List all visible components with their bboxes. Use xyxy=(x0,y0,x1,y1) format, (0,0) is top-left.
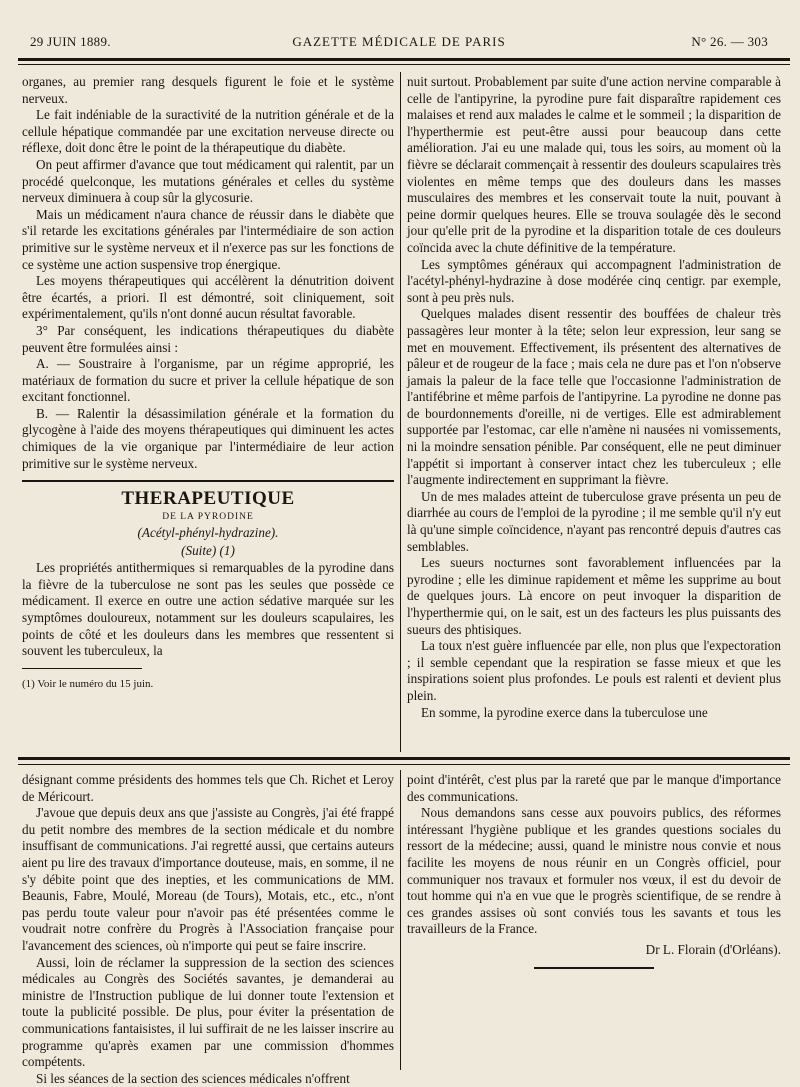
paragraph: nuit surtout. Probablement par suite d'une action nervine comparable à celle de l'antipyrine, la pyrodine pure fait disparaître rapidement ces malaises et rend aux malades le calme et le sommeil ; la disparition de l'hyperthermie est peut-être aussi pour beaucoup dans cette amélioration. J'ai eu une malade qui, tous les soirs, au moment où la fièvre se déclarait commençait à ressentir des douleurs scapulaires très violentes en même temps que des douleurs dans les masses musculaires des membres et les conservait toute la nuit, pouvant à peine dormir quelques heures. Elle se trouva soulagée dès le second jour qu'elle prit de la pyrodine et la disparition totale de ces douleurs coïncida avec la chute définitive de la température. xyxy=(407,74,781,255)
paragraph: organes, au premier rang desquels figurent le foie et le système nerveux. xyxy=(22,74,394,106)
left-column-top xyxy=(22,74,394,691)
middle-rule-thick xyxy=(18,757,790,760)
paragraph: Le fait indéniable de la suractivité de la nutrition générale et de la cellule hépatique commandée par une excitation nerveuse directe ou réflexe, doit donc être le point de la thérapeutique du diabète. xyxy=(22,107,394,156)
header-title: GAZETTE MÉDICALE DE PARIS xyxy=(292,34,506,49)
header-issue: N° 26. — 303 xyxy=(691,34,768,49)
paragraph: point d'intérêt, c'est plus par la rareté que par le manque d'importance des communications. xyxy=(407,772,781,804)
header-rule-thick xyxy=(18,58,790,61)
section-subtitle: DE LA PYRODINE xyxy=(162,512,254,523)
paragraph: Un de mes malades atteint de tuberculose grave présenta un peu de diarrhée au cours de l'emploi de la pyrodine ; il me semble qu'il n'y eut là qu'une simple coïncidence, n'ayant pas rencontré depuis d'autres cas semblables. xyxy=(407,488,781,554)
section-rule xyxy=(22,480,394,482)
paragraph: B. — Ralentir la désassimilation générale et la formation du glycogène à l'aide des moyens thérapeutiques qui diminuent les actes chimiques de la vie organique par l'intermédiaire de leur action primitive sur le système nerveux. xyxy=(22,405,394,471)
paragraph: On peut affirmer d'avance que tout médicament qui ralentit, par un procédé quelconque, les mutations générales et celles du système nerveux diminuera à coup sûr la glycosurie. xyxy=(22,156,394,206)
right-column-top xyxy=(407,74,781,721)
paragraph: Les moyens thérapeutiques qui accélèrent la dénutrition doivent être écartés, a priori. Il est démontré, soit cliniquement, soit expérimentalement, qu'ils n'ont donné aucun résultat favorable. xyxy=(22,273,394,322)
paragraph: Les symptômes généraux qui accompagnent l'administration de l'acétyl-phényl-hydrazine à dose modérée cinq centigr. par exemple, sont à peu près nuls. xyxy=(407,256,781,305)
section-formula: (Acétyl-phényl-hydrazine). xyxy=(137,525,279,541)
paragraph: En somme, la pyrodine exerce dans la tuberculose une xyxy=(421,704,708,720)
paragraph: Aussi, loin de réclamer la suppression de la section des sciences médicales au Congrès des Sociétés savantes, je demanderai au ministre de l'Instruction publique de lui donner toute l'extension et toute la publicité possible. De plus, pour éviter la présentation de communications fantaisistes, il lui suffirait de ne les laisser inscrire au programme qu'après examen par une commission d'hommes compétents. xyxy=(22,954,394,1070)
paragraph: désignant comme présidents des hommes tels que Ch. Richet et Leroy de Méricourt. xyxy=(22,772,394,804)
column-divider-top xyxy=(400,72,401,752)
header-date: 29 JUIN 1889. xyxy=(30,34,111,49)
end-rule xyxy=(534,967,654,969)
paragraph: Si les séances de la section des sciences médicales n'offrent xyxy=(36,1070,350,1086)
paragraph: Les propriétés antithermiques si remarquables de la pyrodine dans la fièvre de la tuberculose ne sont pas les seules que possède ce médicament. Il exerce en outre une action sédative marquée sur les symptômes douloureux, notamment sur les douleurs scapulaires, les points de côté et les douleurs dans les membres que ressentent si souvent les tuberculeux, la xyxy=(22,560,394,659)
left-column-bottom xyxy=(22,772,394,1087)
footnote-rule xyxy=(22,668,142,669)
paragraph: A. — Soustraire à l'organisme, par un régime approprié, les matériaux de formation du sucre et priver la cellule hépatique de son excitant fonctionnel. xyxy=(22,356,394,405)
paragraph: Nous demandons sans cesse aux pouvoirs publics, des réformes intéressant l'hygiène publique et les grandes questions sociales du ressort de la médecine; aussi, quand le ministre nous convie et nous facilite les moyens de nous réunir en un Congrès officiel, pour communiquer nos travaux et formuler nos vœux, il est du devoir de tout homme qui n'a en vue que le progrès scientifique, de se rendre à ces grandes assises où sont conviés tous les savants et tous les travailleurs de la France. xyxy=(407,805,781,937)
page-header xyxy=(30,34,768,54)
right-column-bottom xyxy=(407,772,781,969)
signature: Dr L. Florain (d'Orléans). xyxy=(645,941,781,957)
paragraph: 3° Par conséquent, les indications thérapeutiques du diabète peuvent être formulées ainsi : xyxy=(22,322,394,355)
footnote: (1) Voir le numéro du 15 juin. xyxy=(22,677,154,690)
paragraph: La toux n'est guère influencée par elle, non plus que l'expectoration ; il semble cependant que la respiration se fasse mieux et que les inspirations soient plus profondes. Le pouls est ralenti et devient plus plein. xyxy=(407,638,781,703)
column-divider-bottom xyxy=(400,770,401,1070)
paragraph: Mais un médicament n'aura chance de réussir dans le diabète que s'il retarde les excitations générales par l'intermédiaire de son action primitive sur le système nerveux et il n'exerce pas sur les fonctions de ce système une action suspensive trop énergique. xyxy=(22,206,394,272)
header-rule-thin xyxy=(18,64,790,65)
section-title: THERAPEUTIQUE xyxy=(121,488,295,510)
paragraph: J'avoue que depuis deux ans que j'assiste au Congrès, j'ai été frappé du petit nombre des membres de la section médicale et du nombre insuffisant de communications. J'ai regretté aussi, que certains auteurs aient pu lire des travaux d'importance douteuse, mais, en somme, il ne s'y débite point que des inepties, et les communications de MM. Beaunis, Fabre, Moulé, Moreau (de Tours), Motais, etc., etc., n'ont pas perdu toute valeur pour n'avoir pas été présentées comme le voudrait notre confrère du Progrès à l'Association française pour l'avancement des sciences, où n'importe qui peut se faire inscrire. xyxy=(22,805,394,953)
middle-rule-thin xyxy=(18,764,790,765)
paragraph: Quelques malades disent ressentir des bouffées de chaleur très passagères leur monter à la tête; selon leur expression, leur sang se met en mouvement. Effectivement, ils présentent des alternatives de pâleur et de rougeur de la face ; mais cela ne dure pas et l'on n'observe jamais la paleur de la face telle que l'occasionne l'administration de l'antifébrine et même parfois de l'antipyrine. La pyrodine ne donne pas de bourdonnements d'oreille, ni de vertiges. Elle est admirablement supportée par l'estomac, car elle n'amène ni nausées ni vomissements, ni la moindre sensation pénible. Par conséquent, elle ne peut diminuer l'appétit si important à conserver intact chez les tuberculeux ; elle l'augmente indirectement en supprimant la fièvre. xyxy=(407,306,781,488)
paragraph: Les sueurs nocturnes sont favorablement influencées par la pyrodine ; elle les diminue rapidement et même les supprime au bout de quelques jours. Là encore on peut invoquer la disparition de l'hyperthermie qui, on le sait, est un des facteurs les plus puissants des sueurs des phtisiques. xyxy=(407,555,781,637)
section-suite: (Suite) (1) xyxy=(181,543,235,559)
